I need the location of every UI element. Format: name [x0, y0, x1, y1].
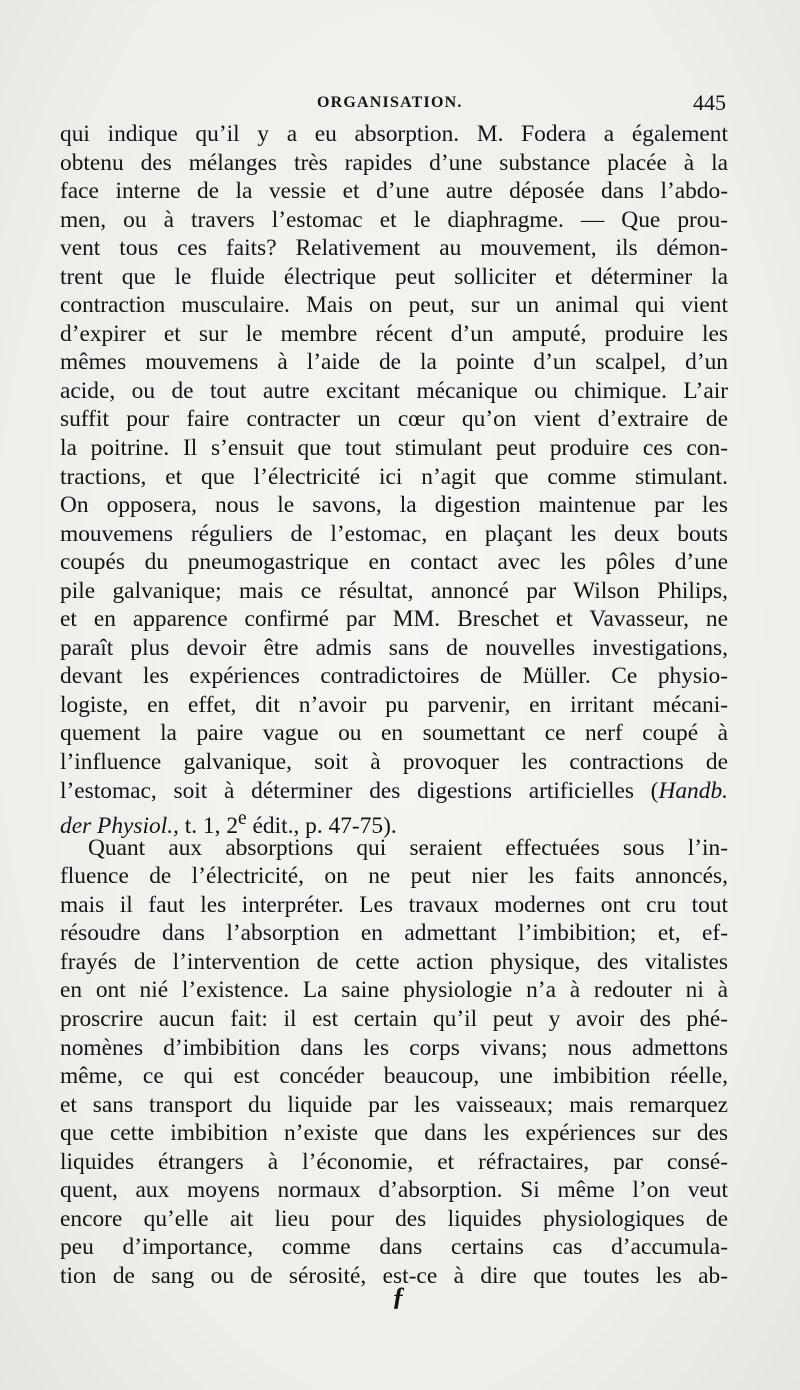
- text-segment: t. 1, 2: [178, 812, 239, 839]
- text-line: devant les expériences contradictoires de Müller. Ce physio-: [60, 663, 728, 690]
- text-line: mouvemens réguliers de l’estomac, en plaçant les deux bouts: [60, 520, 728, 547]
- text-line: liquides étrangers à l’économie, et réfractaires, par consé-: [60, 1148, 728, 1175]
- citation-title: Handb.: [658, 777, 728, 804]
- text-line: qui indique qu’il y a eu absorption. M. Fodera a également: [60, 121, 728, 147]
- text-line: l’influence galvanique, soit à provoquer les contractions de: [60, 749, 728, 776]
- text-line: et en apparence confirmé par MM. Breschet et Vavasseur, ne: [60, 606, 728, 633]
- text-line: acide, ou de tout autre excitant mécanique ou chimique. L’air: [60, 377, 728, 404]
- text-segment: édit., p. 47-75).: [246, 812, 397, 839]
- text-line: fluence de l’électricité, on ne peut nier les faits annoncés,: [60, 863, 728, 890]
- text-line: frayés de l’intervention de cette action physique, des vitalistes: [60, 948, 728, 975]
- text-segment: l’estomac, soit à déterminer des digestions artificielles (: [60, 777, 659, 804]
- text-line: tractions, et que l’électricité ici n’agit que comme stimulant.: [60, 463, 728, 490]
- text-line: nomènes d’imbibition dans les corps vivans; nous admettons: [60, 1034, 728, 1061]
- running-head: ORGANISATION.: [317, 94, 463, 111]
- text-line: peu d’importance, comme dans certains cas d’accumula-: [60, 1234, 728, 1261]
- superscript: e: [238, 808, 247, 830]
- paragraph-1: [60, 120, 728, 839]
- text-line: trent que le fluide électrique peut solliciter et déterminer la: [60, 263, 728, 290]
- citation-title: der Physiol.,: [60, 812, 179, 839]
- text-line: vent tous ces faits? Relativement au mouvement, ils démon-: [60, 235, 728, 262]
- text-line: tion de sang ou de sérosité, est-ce à dire que toutes les ab-: [60, 1262, 728, 1289]
- text-line: contraction musculaire. Mais on peut, sur un animal qui vient: [60, 292, 728, 319]
- page-header: [60, 92, 730, 118]
- text-line: que cette imbibition n’existe que dans les expériences sur des: [60, 1120, 728, 1147]
- text-line: obtenu des mélanges très rapides d’une substance placée à la: [60, 149, 728, 176]
- text-line: proscrire aucun fait: il est certain qu’il peut y avoir des phé-: [60, 1005, 728, 1032]
- text-line: face interne de la vessie et d’une autre déposée dans l’abdo-: [60, 178, 728, 205]
- text-line: quent, aux moyens normaux d’absorption. Si même l’on veut: [60, 1177, 728, 1204]
- text-line: men, ou à travers l’estomac et le diaphragme. — Que prou-: [60, 206, 728, 233]
- text-line: quement la paire vague ou en soumettant ce nerf coupé à: [60, 720, 728, 747]
- text-line-citation-end: [60, 805, 728, 839]
- text-line: résoudre dans l’absorption en admettant l’imbibition; et, ef-: [60, 920, 728, 947]
- text-line: coupés du pneumogastrique en contact avec les pôles d’une: [60, 549, 728, 576]
- text-line: et sans transport du liquide par les vaisseaux; mais remarquez: [60, 1091, 728, 1118]
- body-text: [60, 120, 728, 1290]
- text-line: suffit pour faire contracter un cœur qu’on vient d’extraire de: [60, 406, 728, 433]
- text-line: On opposera, nous le savons, la digestion maintenue par les: [60, 492, 728, 519]
- page-number: 445: [693, 90, 726, 115]
- text-line: en ont nié l’existence. La saine physiologie n’a à redouter ni à: [60, 977, 728, 1004]
- text-line: Quant aux absorptions qui seraient effectuées sous l’in-: [88, 834, 728, 861]
- text-line-with-citation: [60, 777, 728, 806]
- text-line: paraît plus devoir être admis sans de nouvelles investigations,: [60, 634, 728, 661]
- text-line: encore qu’elle ait lieu pour des liquides physiologiques de: [60, 1205, 728, 1232]
- signature-mark: ƒ: [392, 1282, 405, 1311]
- paragraph-2: [60, 834, 728, 1291]
- text-line: la poitrine. Il s’ensuit que tout stimulant peut produire ces con-: [60, 435, 728, 462]
- text-line: mêmes mouvemens à l’aide de la pointe d’un scalpel, d’un: [60, 349, 728, 376]
- text-line: d’expirer et sur le membre récent d’un amputé, produire les: [60, 320, 728, 347]
- text-line: même, ce qui est concéder beaucoup, une imbibition réelle,: [60, 1063, 728, 1090]
- text-line: mais il faut les interpréter. Les travaux modernes ont cru tout: [60, 891, 728, 918]
- text-line: pile galvanique; mais ce résultat, annoncé par Wilson Philips,: [60, 577, 728, 604]
- text-line: logiste, en effet, dit n’avoir pu parvenir, en irritant mécani-: [60, 691, 728, 718]
